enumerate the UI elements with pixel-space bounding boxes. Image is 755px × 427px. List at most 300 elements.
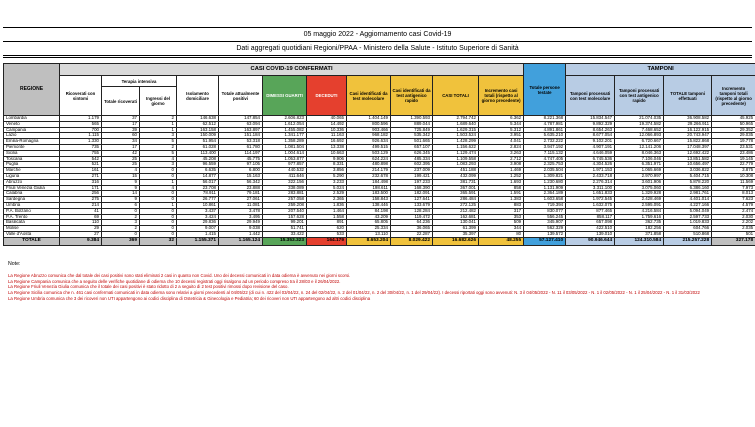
- table-cell: 327.178: [712, 237, 755, 245]
- table-cell: 15.834.547: [566, 116, 615, 122]
- table-cell: 485.334: [391, 156, 433, 162]
- table-cell: 19.145: [712, 156, 755, 162]
- table-cell: 1.155.371: [177, 237, 219, 245]
- table-cell: 16.682.626: [433, 237, 479, 245]
- table-cell: 2.597.733: [664, 214, 712, 220]
- table-cell: 57.127.410: [524, 237, 566, 245]
- table-cell: 8.221.368: [524, 116, 566, 122]
- table-cell: 4.787.981: [524, 121, 566, 127]
- table-cell: 1.591: [479, 191, 524, 197]
- table-cell: 2: [140, 144, 177, 150]
- table-cell: 4.747.405: [524, 156, 566, 162]
- table-cell: 286.484: [433, 197, 479, 203]
- table-cell: 53.318: [219, 139, 263, 145]
- region-name: Piemonte: [4, 144, 60, 150]
- region-name: Campania: [4, 127, 60, 133]
- table-cell: 183.500: [347, 191, 391, 197]
- region-name: Basilicata: [4, 220, 60, 226]
- table-cell: 977.857: [263, 162, 307, 168]
- table-cell: 1.083.293: [433, 162, 479, 168]
- table-cell: 97.105: [219, 162, 263, 168]
- table-cell: 0: [140, 220, 177, 226]
- table-cell: 43.209: [347, 214, 391, 220]
- table-cell: 2: [140, 116, 177, 122]
- table-cell: 182.091: [391, 191, 433, 197]
- table-cell: 34: [102, 139, 140, 145]
- table-cell: 271: [60, 173, 102, 179]
- table-cell: 23.888: [219, 185, 263, 191]
- table-cell: 25: [102, 162, 140, 168]
- table-cell: 130.041: [433, 220, 479, 226]
- table-cell: 0: [140, 173, 177, 179]
- table-cell: 624.224: [347, 156, 391, 162]
- note-line: La Regione Abruzzo comunica che dal totale dei casi positivi sono stati eliminati 2 casi in quanto non Covid. Uno dei decessi comunicati in data odierna è avvenuto nei giorni scorsi.: [8, 273, 748, 279]
- table-cell: 36.908.582: [664, 116, 712, 122]
- table-cell: 1.383: [479, 197, 524, 203]
- table-cell: 25.334: [347, 226, 391, 232]
- group-header-casi-confermati: CASI COVID-19 CONFERMATI: [60, 64, 524, 76]
- table-cell: 8.654.263: [566, 127, 615, 133]
- covid-data-table: [3, 63, 755, 246]
- table-cell: 0: [140, 191, 177, 197]
- table-cell: 7.623: [712, 197, 755, 203]
- table-cell: 6.635: [177, 168, 219, 174]
- table-cell: 858: [479, 185, 524, 191]
- table-cell: 19.778: [712, 139, 755, 145]
- table-cell: 7.115.132: [524, 150, 566, 156]
- table-body: [4, 116, 755, 246]
- report-source-subtitle: Dati aggregati quotidiani Regioni/PPAA - Ministero della Salute - Istituto Superiore di Sanità: [3, 42, 752, 56]
- table-cell: 168.390: [391, 185, 433, 191]
- table-cell: 139.572: [524, 231, 566, 237]
- table-cell: 6.362: [479, 116, 524, 122]
- region-name: Sardegna: [4, 197, 60, 203]
- table-cell: 5: [140, 139, 177, 145]
- table-cell: 56.017: [177, 179, 219, 185]
- table-cell: 0: [102, 208, 140, 214]
- group-header-tamponi: TAMPONI: [566, 64, 755, 76]
- table-cell: 2.732.222: [524, 139, 566, 145]
- table-cell: 2.035: [712, 226, 755, 232]
- table-cell: 1.309.821: [524, 173, 566, 179]
- table-cell: 3.311.100: [566, 185, 615, 191]
- table-cell: 556.245: [524, 214, 566, 220]
- table-cell: 37: [102, 116, 140, 122]
- table-cell: 151.184: [219, 133, 263, 139]
- table-cell: 10.336: [307, 127, 347, 133]
- table-cell: 1: [140, 127, 177, 133]
- table-cell: 9.384: [60, 237, 102, 245]
- table-cell: 725.849: [391, 127, 433, 133]
- table-cell: 8.029.422: [391, 237, 433, 245]
- table-cell: 10.663: [307, 150, 347, 156]
- col-header-regione: REGIONE: [4, 64, 60, 116]
- region-name: Puglia: [4, 162, 60, 168]
- table-cell: 8.013: [712, 191, 755, 197]
- table-cell: 3.478: [219, 208, 263, 214]
- table-cell: 345.907: [524, 220, 566, 226]
- table-cell: 113.400: [177, 150, 219, 156]
- table-cell: 620: [307, 226, 347, 232]
- table-cell: 1.230.680: [524, 179, 566, 185]
- table-cell: 51.954: [177, 139, 219, 145]
- table-cell: 3.601.906: [615, 179, 664, 185]
- table-cell: 237.009: [391, 168, 433, 174]
- table-cell: 127.641: [391, 197, 433, 203]
- table-cell: 33.422: [263, 231, 307, 237]
- table-cell: 61.780: [219, 144, 263, 150]
- table-cell: 4.216.584: [615, 208, 664, 214]
- table-cell: 22.287: [391, 231, 433, 237]
- region-name: Umbria: [4, 202, 60, 208]
- note-line: La Regione Sicilia comunica che n. 461 casi confermati comunicati in data odierna sono relativi a giorni precedenti al 04/05/22 (di cui n. 422 del 03/04/22, n. 24 del 02/04/22, n. 2 del 01/04/22, n. 2 del 30/04/22, n. 1 del 29/04/22). I decessi riportati oggi sono avvenuti: N. 3 il 04/05/2022 - N. 11 il 03/05/2022 - N. 1 il 02/05/2022 - N. 1 il 25/04/2022 - N. 1 il 31/03/2022: [8, 290, 748, 296]
- table-cell: 3.437: [177, 208, 219, 214]
- table-cell: 62.512: [177, 121, 219, 127]
- table-cell: 161: [60, 168, 102, 174]
- total-row: [4, 237, 755, 245]
- table-cell: 9: [102, 179, 140, 185]
- table-cell: 45.925: [712, 116, 755, 122]
- table-cell: 29.352: [712, 127, 755, 133]
- table-cell: 2.595.091: [615, 202, 664, 208]
- table-cell: 316: [60, 179, 102, 185]
- group-header-terapia-intensiva: Terapia intensiva: [102, 76, 177, 87]
- table-cell: 29.836: [177, 220, 219, 226]
- table-cell: 6: [102, 202, 140, 208]
- table-cell: 1.651.833: [566, 191, 615, 197]
- table-cell: 0: [102, 231, 140, 237]
- table-cell: 2.824: [479, 144, 524, 150]
- report-header: [3, 27, 752, 56]
- table-cell: 1.689.640: [433, 121, 479, 127]
- table-cell: 735: [60, 144, 102, 150]
- table-cell: 212.482: [433, 208, 479, 214]
- table-cell: 0: [140, 168, 177, 174]
- table-cell: 510.868: [664, 231, 712, 237]
- table-cell: 2.712: [479, 156, 524, 162]
- table-cell: 2: [102, 214, 140, 220]
- table-cell: 146.638: [177, 116, 219, 122]
- table-cell: 13.851.582: [664, 156, 712, 162]
- table-cell: 6.745.536: [566, 156, 615, 162]
- region-name: Friuli Venezia Giulia: [4, 185, 60, 191]
- table-cell: 51.741: [263, 226, 307, 232]
- table-cell: 60: [102, 133, 140, 139]
- table-cell: 45.208: [177, 156, 219, 162]
- table-cell: 800.596: [347, 121, 391, 127]
- table-cell: 509: [479, 220, 524, 226]
- table-cell: 883: [479, 202, 524, 208]
- table-cell: 29.266.911: [664, 121, 712, 127]
- table-cell: 80: [479, 231, 524, 237]
- table-cell: 2.325.753: [524, 162, 566, 168]
- region-name: Molise: [4, 226, 60, 232]
- table-cell: 9: [102, 185, 140, 191]
- col-header-ti-ingressi-del-giorno: Ingressi del giorno: [140, 87, 177, 116]
- table-cell: 2.035.504: [524, 168, 566, 174]
- note-line: La Regione Campania comunica che a seguito delle verifiche quotidiane di odierna che 10 decessi registrati oggi risalgono ad un periodo compreso tra il 28/03 e il 26/04/2022.: [8, 279, 748, 285]
- table-cell: 2.606.823: [263, 116, 307, 122]
- table-cell: 535.342: [391, 133, 433, 139]
- table-cell: 10.656.497: [664, 162, 712, 168]
- table-cell: 4.304.526: [566, 162, 615, 168]
- table-cell: 3.233: [307, 179, 347, 185]
- table-cell: 1.404.149: [347, 116, 391, 122]
- table-cell: 9.892.329: [566, 121, 615, 127]
- region-name: Veneto: [4, 121, 60, 127]
- table-cell: 23.486: [712, 150, 755, 156]
- table-cell: 480.898: [347, 162, 391, 168]
- table-cell: 16.692: [307, 139, 347, 145]
- table-cell: 1.455.082: [263, 127, 307, 133]
- region-name: Marche: [4, 168, 60, 174]
- table-cell: 4.227.166: [664, 202, 712, 208]
- table-cell: 1.019.833: [664, 220, 712, 226]
- table-cell: 3.075.060: [615, 185, 664, 191]
- table-cell: 4.891.861: [524, 127, 566, 133]
- table-cell: 26.777: [177, 197, 219, 203]
- table-cell: 12.141.206: [615, 144, 664, 150]
- table-cell: 700: [60, 127, 102, 133]
- table-cell: 1.065.669: [615, 168, 664, 174]
- col-header-totale-attualmente-positivi: Totale attualmente positivi: [219, 76, 263, 116]
- table-cell: 2.364.189: [524, 191, 566, 197]
- table-cell: 499.515: [347, 144, 391, 150]
- table-cell: 3.875: [712, 168, 755, 174]
- table-cell: 257.058: [263, 197, 307, 203]
- table-cell: 1.836: [307, 202, 347, 208]
- col-header-isolamento-domiciliare: Isolamento domiciliare: [177, 76, 219, 116]
- table-cell: 2: [102, 226, 140, 232]
- table-cell: 69: [60, 214, 102, 220]
- table-cell: 5.878.220: [664, 179, 712, 185]
- col-header-deceduti: DECEDUTI: [307, 76, 347, 116]
- table-cell: 14.492: [307, 121, 347, 127]
- table-cell: 29.035: [712, 133, 755, 139]
- table-cell: 1.612.054: [263, 121, 307, 127]
- table-cell: 1.558: [307, 214, 347, 220]
- table-cell: 17: [102, 144, 140, 150]
- region-name: Liguria: [4, 173, 60, 179]
- table-cell: 0: [140, 214, 177, 220]
- table-cell: 15.822.868: [664, 139, 712, 145]
- table-cell: 79.181: [219, 191, 263, 197]
- table-cell: 78.911: [177, 191, 219, 197]
- table-cell: 1.329.928: [615, 191, 664, 197]
- table-cell: 604.766: [664, 226, 712, 232]
- col-header-ricoverati-con-sintomi: Ricoverati con sintomi: [60, 76, 102, 116]
- table-cell: 9.007: [177, 226, 219, 232]
- table-cell: 338.089: [263, 185, 307, 191]
- table-cell: 84.198: [347, 208, 391, 214]
- table-cell: 1: [140, 179, 177, 185]
- table-cell: 275: [60, 197, 102, 203]
- table-cell: 503.129: [347, 150, 391, 156]
- table-cell: 657.098: [566, 220, 615, 226]
- table-cell: 5.635.210: [524, 133, 566, 139]
- table-cell: 6.720.667: [615, 139, 664, 145]
- region-name: TOTALE: [4, 237, 60, 245]
- table-cell: 61.028: [177, 144, 219, 150]
- table-cell: 23.531: [712, 144, 755, 150]
- table-cell: 56.342: [219, 179, 263, 185]
- table-cell: 362.735: [615, 220, 664, 226]
- table-cell: 353: [479, 214, 524, 220]
- table-cell: 4.041: [479, 139, 524, 145]
- table-cell: 1.390.593: [391, 116, 433, 122]
- table-cell: 2.428.469: [615, 197, 664, 203]
- table-cell: 4: [140, 156, 177, 162]
- table-cell: 124.310.584: [615, 237, 664, 245]
- table-cell: 1.341.177: [263, 133, 307, 139]
- table-cell: 432.099: [433, 173, 479, 179]
- table-cell: 317: [479, 208, 524, 214]
- table-cell: 8.653.204: [347, 237, 391, 245]
- table-cell: 64.236: [391, 220, 433, 226]
- table-cell: 381.731: [433, 179, 479, 185]
- table-cell: 1.358.289: [263, 139, 307, 145]
- table-cell: 259.208: [263, 202, 307, 208]
- table-cell: 8.046.363: [615, 150, 664, 156]
- table-cell: 2.202: [712, 220, 755, 226]
- region-name: Toscana: [4, 156, 60, 162]
- table-cell: 4.579: [712, 202, 755, 208]
- table-cell: 501: [712, 231, 755, 237]
- table-cell: 1.603.658: [524, 197, 566, 203]
- table-cell: 926.634: [347, 139, 391, 145]
- region-name: Sicilia: [4, 150, 60, 156]
- table-cell: 2.981.761: [664, 191, 712, 197]
- table-cell: 29: [60, 226, 102, 232]
- table-cell: 1.330: [60, 139, 102, 145]
- table-cell: 157.628: [263, 214, 307, 220]
- table-cell: 2.365: [307, 197, 347, 203]
- table-cell: 1.971.153: [566, 168, 615, 174]
- table-cell: 12.066.893: [615, 133, 664, 139]
- notes: [8, 261, 748, 302]
- table-cell: 13.110: [347, 231, 391, 237]
- table-cell: 12.692.422: [664, 150, 712, 156]
- table-cell: 5.404.715: [664, 173, 712, 179]
- table-cell: 1.759.616: [615, 214, 664, 220]
- region-name: Lazio: [4, 133, 60, 139]
- table-cell: 365.591: [433, 191, 479, 197]
- table-cell: 5.094.049: [664, 208, 712, 214]
- table-cell: 9: [102, 197, 140, 203]
- table-cell: 283.881: [263, 191, 307, 197]
- table-cell: 0: [140, 197, 177, 203]
- table-cell: 3.495: [219, 214, 263, 220]
- table-cell: 14.877: [177, 173, 219, 179]
- table-cell: 198.611: [347, 185, 391, 191]
- table-cell: 10.308: [712, 173, 755, 179]
- col-header-incremento-casi: Incremento casi totali (rispetto al giorno precedente): [479, 76, 524, 116]
- table-cell: 903.466: [347, 127, 391, 133]
- table-cell: 15.163: [219, 173, 263, 179]
- table-cell: 17.048.397: [664, 144, 712, 150]
- table-cell: 542: [60, 156, 102, 162]
- table-cell: 2.474: [712, 208, 755, 214]
- table-cell: 40.065: [307, 116, 347, 122]
- table-cell: 565: [60, 121, 102, 127]
- table-cell: 1.464: [307, 208, 347, 214]
- table-cell: 9.102.201: [566, 139, 615, 145]
- table-cell: 5.024: [307, 185, 347, 191]
- table-cell: 5.344: [479, 121, 524, 127]
- table-cell: 96.559: [177, 162, 219, 168]
- table-cell: 3.424: [177, 214, 219, 220]
- table-cell: 10.861: [177, 202, 219, 208]
- table-cell: 451.188: [433, 168, 479, 174]
- table-cell: 171: [60, 185, 102, 191]
- table-cell: 0: [140, 231, 177, 237]
- table-cell: 5.290: [307, 173, 347, 179]
- table-cell: 150.009: [177, 133, 219, 139]
- table-cell: 1.415: [177, 231, 219, 237]
- table-cell: 562.329: [524, 226, 566, 232]
- notes-list: [8, 273, 748, 302]
- table-cell: 256: [60, 191, 102, 197]
- table-cell: 657.107: [391, 144, 433, 150]
- table-cell: 322.156: [263, 179, 307, 185]
- table-cell: 4: [102, 168, 140, 174]
- table-cell: 2.794.742: [433, 116, 479, 122]
- table-cell: 3.908: [479, 162, 524, 168]
- table-cell: 2.276.314: [566, 179, 615, 185]
- table-cell: 32: [140, 237, 177, 245]
- col-header-casi-totali: CASI TOTALI: [433, 76, 479, 116]
- table-cell: 39: [102, 127, 140, 133]
- table-cell: 1.004.614: [263, 150, 307, 156]
- table-cell: 719.394: [524, 202, 566, 208]
- table-cell: 147.854: [219, 116, 263, 122]
- region-name: Abruzzo: [4, 179, 60, 185]
- table-cell: 232.678: [347, 173, 391, 179]
- region-name: P.A. Trento: [4, 214, 60, 220]
- table-cell: 158.843: [347, 197, 391, 203]
- table-cell: 19.374.582: [615, 121, 664, 127]
- table-cell: 1.693: [479, 179, 524, 185]
- table-cell: 1.053.877: [263, 156, 307, 162]
- table-cell: 99.201: [263, 220, 307, 226]
- table-cell: 184.498: [347, 179, 391, 185]
- table-cell: 11.569: [712, 179, 755, 185]
- table-cell: 29.949: [219, 220, 263, 226]
- header-divider: [3, 57, 752, 58]
- table-cell: 41: [60, 208, 102, 214]
- table-cell: 891: [307, 220, 347, 226]
- table-cell: 344: [479, 226, 524, 232]
- table-cell: 3: [140, 162, 177, 168]
- table-cell: 369: [102, 237, 140, 245]
- col-header-casi-test-antigenico: Casi identificati da test antigenico rapido: [391, 76, 433, 116]
- region-name: Lombardia: [4, 116, 60, 122]
- table-cell: 27.061: [219, 197, 263, 203]
- table-header: [4, 64, 755, 116]
- table-cell: 15.353.323: [263, 237, 307, 245]
- table-cell: 1: [140, 121, 177, 127]
- table-cell: 61.399: [433, 226, 479, 232]
- table-cell: 164.179: [307, 237, 347, 245]
- table-cell: 162.681: [433, 214, 479, 220]
- table-cell: 4.907.191: [566, 144, 615, 150]
- table-cell: 6.386.160: [664, 185, 712, 191]
- table-cell: 602.395: [391, 162, 433, 168]
- table-cell: 11.081: [219, 202, 263, 208]
- table-cell: 214.179: [347, 168, 391, 174]
- table-cell: 1.442: [219, 231, 263, 237]
- table-cell: 8.331: [307, 162, 347, 168]
